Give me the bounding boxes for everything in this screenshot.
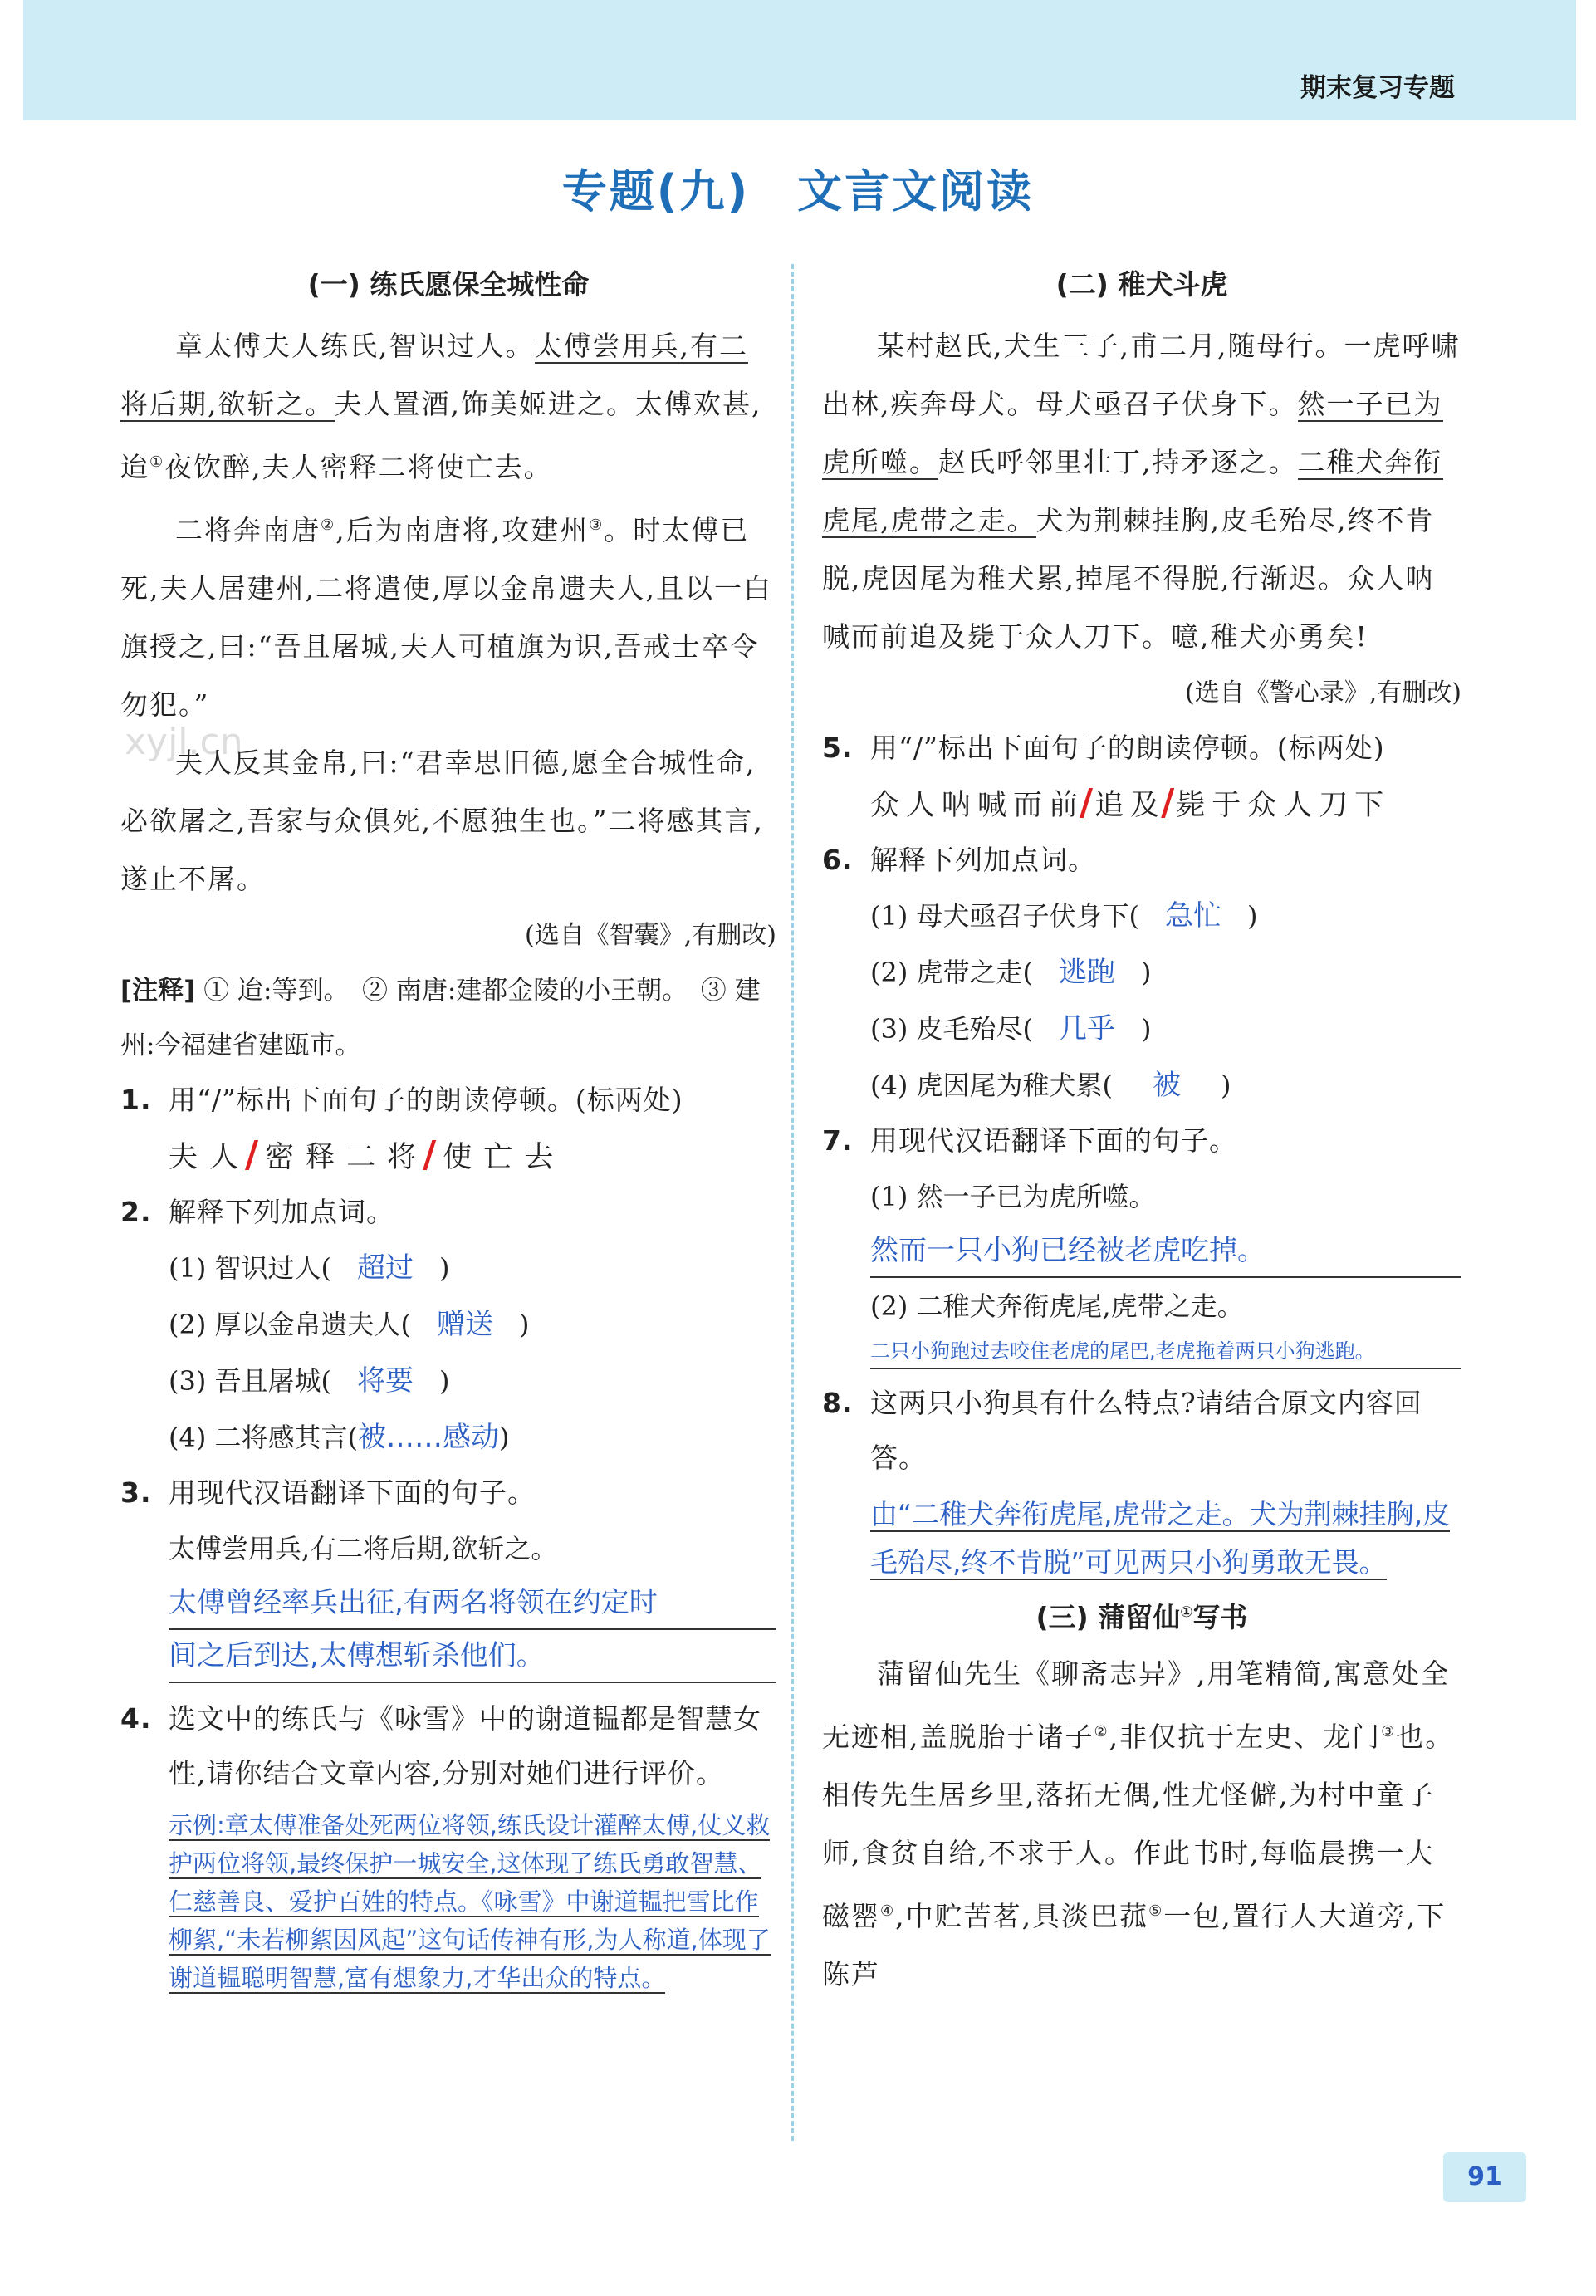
pause-mark: / — [1161, 781, 1182, 824]
text-span: 追及 — [1094, 789, 1167, 822]
underlined-sentence: 太傅尝用兵,有二将后期,欲斩之。 — [120, 330, 748, 420]
text-span: 犬为荆棘挂胸,皮毛殆尽,终不肯脱,虎因尾为稚犬累,掉尾不得脱,行渐迟。众人呐喊而前追及毙于众人刀下。噫,稚犬亦勇矣! — [822, 504, 1435, 653]
item-text: (4) 二将感其言( — [169, 1422, 358, 1453]
question-text: 解释下列加点词。 — [169, 1196, 394, 1228]
question-number: 1. — [120, 1084, 152, 1116]
text-span: 章太傅夫人练氏,智识过人。 — [175, 330, 535, 362]
question-5 — [822, 721, 1461, 776]
text-span: 使亡去 — [443, 1141, 565, 1174]
question-text: 用现代汉语翻译下面的句子。 — [169, 1476, 536, 1509]
text-span: 一包,置行人大道旁,下陈芦 — [822, 1900, 1447, 1990]
header-title: 期末复习专题 — [1300, 73, 1455, 103]
watermark: xyjl.cn — [125, 721, 243, 763]
question-4 — [120, 1691, 776, 1801]
text-span: 密释二将 — [265, 1141, 428, 1174]
answer: 急忙 — [1165, 899, 1221, 933]
notes-label: [注释] — [120, 976, 196, 1006]
section-2-title: (二) 稚犬斗虎 — [1055, 268, 1228, 301]
question-3-answer-line-2: 间之后到达,太傅想斩杀他们。 — [169, 1630, 776, 1683]
footnote-mark: ① — [149, 453, 165, 471]
pause-mark: / — [1080, 781, 1100, 824]
question-text: 用现代汉语翻译下面的句子。 — [870, 1124, 1237, 1157]
answer: 赠送 — [437, 1308, 493, 1341]
footnote-mark: ① — [1180, 1603, 1193, 1621]
question-text: 这两只小狗具有什么特点?请结合原文内容回答。 — [870, 1387, 1422, 1474]
paren-close: ) — [499, 1422, 510, 1453]
section-1-title: (一) 练氏愿保全城性命 — [307, 268, 590, 301]
footnote-mark: ⑤ — [1148, 1902, 1164, 1920]
section-1-paragraph-3: 夫人反其金帛,曰:“君幸思旧德,愿全合城性命,必欲屠之,吾家与众俱死,不愿独生也。”二将感其言,遂止不屠。 — [120, 747, 764, 895]
text-span: ,后为南唐将,攻建州 — [335, 514, 590, 546]
question-6 — [822, 833, 1461, 888]
item-text: (1) 智识过人( — [169, 1252, 331, 1284]
paren-close: ) — [1141, 957, 1152, 988]
text-span: 夜饮醉,夫人密释二将使亡去。 — [164, 451, 553, 483]
section-1-paragraph-2 — [120, 497, 776, 734]
section-1-notes — [120, 963, 776, 1073]
text-span: 也。相传先生居乡里,落拓无偶,性尤怪僻,为村中童子师,食贫自给,不求于人。作此书时,每临晨携一大磁罂 — [822, 1721, 1455, 1932]
item-text: (2) 虎带之走( — [870, 957, 1033, 988]
column-divider — [791, 264, 794, 2141]
text-span: 二将奔南唐 — [175, 514, 321, 546]
question-text: 用“/”标出下面句子的朗读停顿。(标两处) — [169, 1084, 683, 1116]
question-7-sentence-1: (1) 然一子已为虎所噬。 — [870, 1181, 1156, 1212]
paren-close: ) — [1141, 1013, 1152, 1045]
section-1-paragraph-1 — [120, 317, 776, 497]
page-title: 专题(九) 文言文阅读 — [561, 165, 1035, 218]
footnote-mark: ② — [321, 516, 336, 534]
footnote-mark: ③ — [589, 516, 605, 534]
question-7 — [822, 1114, 1461, 1168]
question-6-item-3 — [822, 1001, 1461, 1057]
question-number: 4. — [120, 1702, 152, 1735]
question-2-item-1 — [120, 1240, 776, 1296]
title-text: (三) 蒲留仙 — [1035, 1601, 1181, 1633]
paren-close: ) — [439, 1365, 450, 1397]
footnote-mark: ② — [1094, 1723, 1109, 1740]
answer-text: 由“二稚犬奔衔虎尾,虎带之走。犬为荆棘挂胸,皮毛殆尽,终不肯脱”可见两只小狗勇敢无畏。 — [870, 1498, 1451, 1579]
text-span: 毙于众人刀下 — [1176, 789, 1391, 822]
section-2-source: (选自《警心录》,有删改) — [1185, 678, 1461, 707]
question-number: 5. — [822, 732, 854, 764]
question-number: 2. — [120, 1196, 152, 1228]
text-span: 某村赵氏,犬生三子,甫二月,随母行。一虎呼啸出林,疾奔母犬。母犬亟召子伏身下。 — [822, 330, 1461, 420]
question-7-sentence-2: (2) 二稚犬奔衔虎尾,虎带之走。 — [870, 1290, 1244, 1322]
notes-text: ① 迨:等到。 ② 南唐:建都金陵的小王朝。 ③ 建州:今福建省建瓯市。 — [120, 976, 761, 1060]
text-span: 夫人 — [169, 1141, 251, 1174]
question-text: 用“/”标出下面句子的朗读停顿。(标两处) — [870, 732, 1385, 764]
footnote-mark: ③ — [1381, 1723, 1397, 1740]
question-7-answer-2: 二只小狗跑过去咬住老虎的尾巴,老虎拖着两只小狗逃跑。 — [870, 1334, 1461, 1369]
right-column — [822, 264, 1461, 2004]
text-span: ,非仅抗于左史、龙门 — [1109, 1721, 1382, 1753]
question-4-answer — [169, 1806, 776, 1997]
item-text: (1) 母犬亟召子伏身下( — [870, 900, 1139, 932]
question-text: 解释下列加点词。 — [870, 844, 1096, 876]
pause-mark: / — [245, 1133, 271, 1176]
pause-mark: / — [423, 1133, 448, 1176]
question-8 — [822, 1376, 1461, 1486]
question-2-item-2 — [120, 1296, 776, 1353]
question-6-item-4 — [822, 1057, 1461, 1114]
paren-close: ) — [519, 1309, 530, 1340]
title-text: 写书 — [1192, 1601, 1248, 1633]
question-6-item-2 — [822, 944, 1461, 1001]
question-number: 8. — [822, 1387, 854, 1419]
section-2-paragraph — [822, 317, 1461, 666]
question-number: 6. — [822, 844, 854, 876]
question-text: 选文中的练氏与《咏雪》中的谢道韫都是智慧女性,请你结合文章内容,分别对她们进行评价。 — [169, 1702, 761, 1789]
question-3 — [120, 1466, 776, 1520]
item-text: (3) 皮毛殆尽( — [870, 1013, 1033, 1045]
section-3-title — [822, 1592, 1461, 1633]
question-7-answer-1: 然而一只小狗已经被老虎吃掉。 — [870, 1225, 1461, 1278]
answer: 几乎 — [1059, 1012, 1115, 1045]
question-2-item-4 — [120, 1409, 776, 1466]
question-1 — [120, 1073, 776, 1128]
paren-close: ) — [1247, 900, 1258, 932]
question-8-answer — [870, 1491, 1461, 1587]
item-text: (4) 虎因尾为稚犬累( — [870, 1070, 1113, 1101]
text-span: 夫人置酒,饰美姬进之。太傅欢甚,迨 — [120, 388, 762, 483]
text-span: 。时太傅已死,夫人居建州,二将遣使,厚以金帛遗夫人,且以一白旗授之,曰:“吾且屠城,夫人可植旗为识,吾戒士卒令勿犯。” — [120, 514, 772, 721]
question-2-item-3 — [120, 1353, 776, 1409]
underlined-sentence: 二稚犬奔衔虎尾,虎带之走。 — [822, 446, 1443, 536]
question-number: 7. — [822, 1124, 854, 1157]
item-text: (2) 厚以金帛遗夫人( — [169, 1309, 411, 1340]
answer-text: 示例:章太傅准备处死两位将领,练氏设计灌醉太傅,仗义救护两位将领,最终保护一城安全,这体现了练氏勇敢智慧、仁慈善良、爱护百姓的特点。《咏雪》中谢道韫把雪比作柳絮,“未若柳絮因风起”这句话传神有形,为人称道,体现了谢道韫聪明智慧,富有想象力,才华出众的特点。 — [169, 1811, 771, 1992]
underlined-sentence: 然一子已为虎所噬。 — [822, 388, 1443, 478]
question-2 — [120, 1185, 776, 1240]
question-3-answer-line-1: 太傅曾经率兵出征,有两名将领在约定时 — [169, 1577, 776, 1630]
answer: 超过 — [357, 1251, 414, 1285]
text-span: 众人呐喊而前 — [870, 789, 1085, 822]
page-number: 91 — [1467, 2162, 1502, 2191]
question-5-sentence — [822, 776, 1461, 833]
section-1-source: (选自《智囊》,有删改) — [525, 921, 776, 950]
section-3-paragraph — [822, 1645, 1461, 2004]
footnote-mark: ④ — [880, 1902, 896, 1920]
answer: 将要 — [357, 1364, 414, 1398]
question-number: 3. — [120, 1476, 152, 1509]
question-6-item-1 — [822, 888, 1461, 944]
left-column — [120, 264, 776, 1997]
text-span: ,中贮苦茗,具淡巴菰 — [895, 1900, 1149, 1932]
paren-close: ) — [1221, 1070, 1231, 1101]
answer: 被 — [1153, 1069, 1181, 1102]
text-span: 赵氏呼邻里壮丁,持矛逐之。 — [938, 446, 1298, 478]
item-text: (3) 吾且屠城( — [169, 1365, 331, 1397]
question-3-sentence: 太傅尝用兵,有二将后期,欲斩之。 — [169, 1533, 558, 1564]
question-1-sentence — [120, 1128, 776, 1185]
answer: 逃跑 — [1059, 956, 1115, 989]
text-span: 蒲留仙先生《聊斋志异》,用笔精简,寓意处全无迹相,盖脱胎于诸子 — [822, 1657, 1450, 1753]
paren-close: ) — [439, 1252, 450, 1284]
answer: 被……感动 — [358, 1421, 499, 1454]
